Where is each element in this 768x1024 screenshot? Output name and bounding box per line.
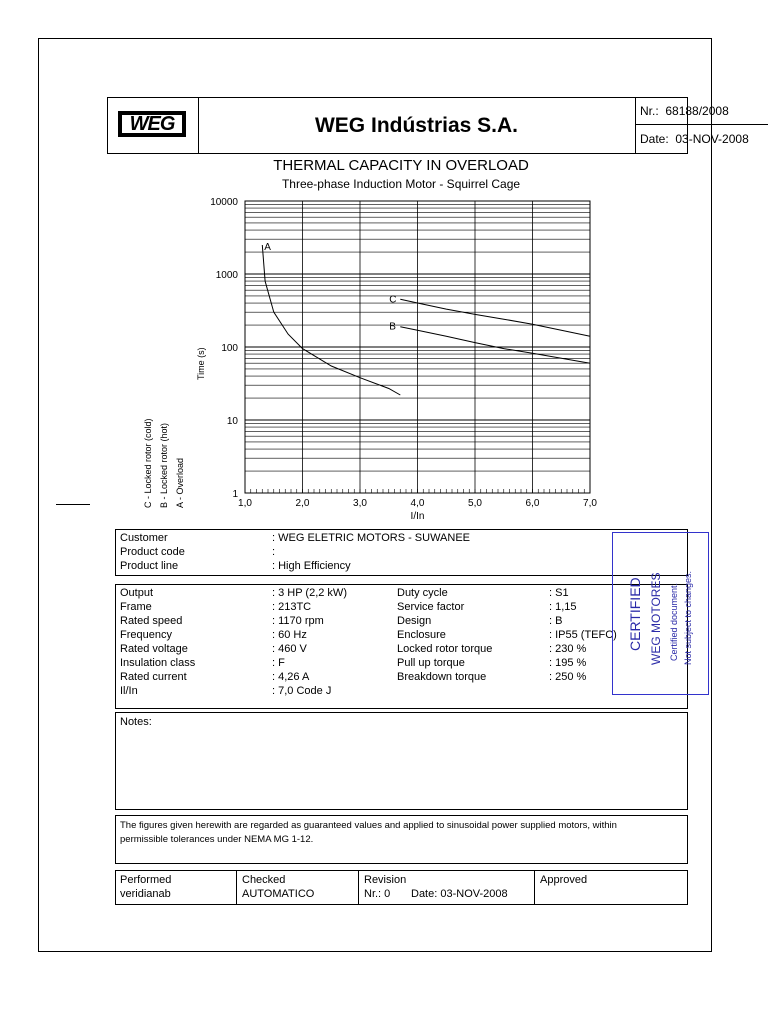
product-line-value: : High Efficiency bbox=[272, 560, 351, 572]
spec-label: Insulation class bbox=[120, 657, 196, 669]
notes-label: Notes: bbox=[120, 716, 152, 728]
x-axis-label: I/In bbox=[410, 511, 425, 522]
stamp-line-4: Not subject to changes. bbox=[683, 570, 693, 665]
checked-value: AUTOMATICO bbox=[242, 888, 315, 900]
footer-divider bbox=[358, 870, 359, 905]
product-line-label: Product line bbox=[120, 560, 179, 572]
spec-value: : F bbox=[272, 657, 285, 669]
series-line-a bbox=[262, 245, 400, 395]
x-tick-label: 5,0 bbox=[468, 498, 482, 509]
disclaimer-line-2: permissible tolerances under NEMA MG 1-12. bbox=[120, 834, 314, 845]
document-date: Date: 03-NOV-2008 bbox=[635, 125, 768, 153]
spec-label: Frame bbox=[120, 601, 152, 613]
spec-value: : B bbox=[549, 615, 563, 627]
weg-logo-icon: WEG bbox=[118, 111, 186, 137]
spec-value: : 1170 rpm bbox=[272, 615, 324, 627]
y-tick-label: 1000 bbox=[215, 270, 238, 281]
spec-label: Il/In bbox=[120, 685, 138, 697]
spec-value: : 7,0 Code J bbox=[272, 685, 332, 697]
customer-value: : WEG ELETRIC MOTORS - SUWANEE bbox=[272, 532, 471, 544]
legend-b: B - Locked rotor (hot) bbox=[159, 422, 169, 508]
y-axis-label: Time (s) bbox=[196, 347, 206, 380]
spec-value: : S1 bbox=[549, 587, 569, 599]
y-tick-label: 1 bbox=[232, 489, 238, 500]
revision-label: Revision bbox=[364, 874, 407, 886]
stamp-line-3: Certified document. bbox=[669, 582, 679, 661]
x-tick-label: 1,0 bbox=[238, 498, 252, 509]
disclaimer-line-1: The figures given herewith are regarded as guaranteed values and applied to sinusoidal power supplied motors, within bbox=[120, 820, 617, 831]
spec-value: : 195 % bbox=[549, 657, 587, 669]
spec-label: Service factor bbox=[397, 601, 465, 613]
x-tick-label: 4,0 bbox=[410, 498, 425, 509]
spec-value: : 60 Hz bbox=[272, 629, 307, 641]
chart-subtitle: Three-phase Induction Motor - Squirrel Cage bbox=[281, 177, 521, 191]
spec-label: Design bbox=[397, 615, 432, 627]
spec-value: : 3 HP (2,2 kW) bbox=[272, 587, 347, 599]
legend-a: A - Overload bbox=[175, 457, 185, 508]
customer-label: Customer bbox=[120, 532, 168, 544]
revision-date: Date: 03-NOV-2008 bbox=[411, 888, 508, 900]
series-line-c bbox=[400, 299, 590, 336]
spec-value: : 213TC bbox=[272, 601, 312, 613]
footer-divider bbox=[236, 870, 237, 905]
spec-value: : 230 % bbox=[549, 643, 587, 655]
y-tick-label: 10000 bbox=[210, 197, 238, 208]
spec-label: Rated speed bbox=[120, 615, 183, 627]
spec-label: Locked rotor torque bbox=[397, 643, 493, 655]
x-tick-label: 3,0 bbox=[353, 498, 367, 509]
performed-label: Performed bbox=[120, 874, 172, 886]
y-tick-label: 10 bbox=[226, 416, 238, 427]
legend-c: C - Locked rotor (cold) bbox=[143, 418, 153, 508]
spec-label: Enclosure bbox=[397, 629, 446, 641]
document-number: Nr.: 68188/2008 bbox=[635, 98, 768, 125]
spec-value: : IP55 (TEFC) bbox=[549, 629, 617, 641]
chart-title: THERMAL CAPACITY IN OVERLOAD bbox=[273, 157, 529, 174]
spec-label: Duty cycle bbox=[397, 587, 448, 599]
approved-label: Approved bbox=[540, 874, 588, 886]
product-code-label: Product code bbox=[120, 546, 185, 558]
spec-value: : 1,15 bbox=[549, 601, 577, 613]
spec-value: : 4,26 A bbox=[272, 671, 310, 683]
series-line-b bbox=[400, 327, 590, 364]
revision-number: Nr.: 0 bbox=[364, 888, 391, 900]
notes-box bbox=[115, 712, 688, 810]
performed-value: veridianab bbox=[120, 888, 171, 900]
spec-label: Rated voltage bbox=[120, 643, 188, 655]
spec-value: : 460 V bbox=[272, 643, 307, 655]
spec-label: Pull up torque bbox=[397, 657, 465, 669]
spec-label: Rated current bbox=[120, 671, 187, 683]
product-code-value: : bbox=[272, 546, 276, 558]
spec-label: Output bbox=[120, 587, 154, 599]
spec-label: Breakdown torque bbox=[397, 671, 487, 683]
y-tick-label: 100 bbox=[221, 343, 238, 354]
spec-label: Frequency bbox=[120, 629, 172, 641]
checked-label: Checked bbox=[242, 874, 286, 886]
spec-value: : 250 % bbox=[549, 671, 587, 683]
x-tick-label: 2,0 bbox=[295, 498, 310, 509]
certified-stamp bbox=[612, 532, 709, 695]
series-label-b: B bbox=[389, 321, 396, 333]
series-label-a: A bbox=[264, 241, 271, 253]
stamp-line-2: WEG MOTORES bbox=[649, 572, 663, 665]
x-tick-label: 6,0 bbox=[525, 498, 540, 509]
footer-divider bbox=[534, 870, 535, 905]
stamp-line-1: CERTIFIED bbox=[627, 577, 643, 651]
series-label-c: C bbox=[389, 294, 397, 306]
x-tick-label: 7,0 bbox=[583, 498, 597, 509]
company-name: WEG Indústrias S.A. bbox=[314, 113, 519, 137]
